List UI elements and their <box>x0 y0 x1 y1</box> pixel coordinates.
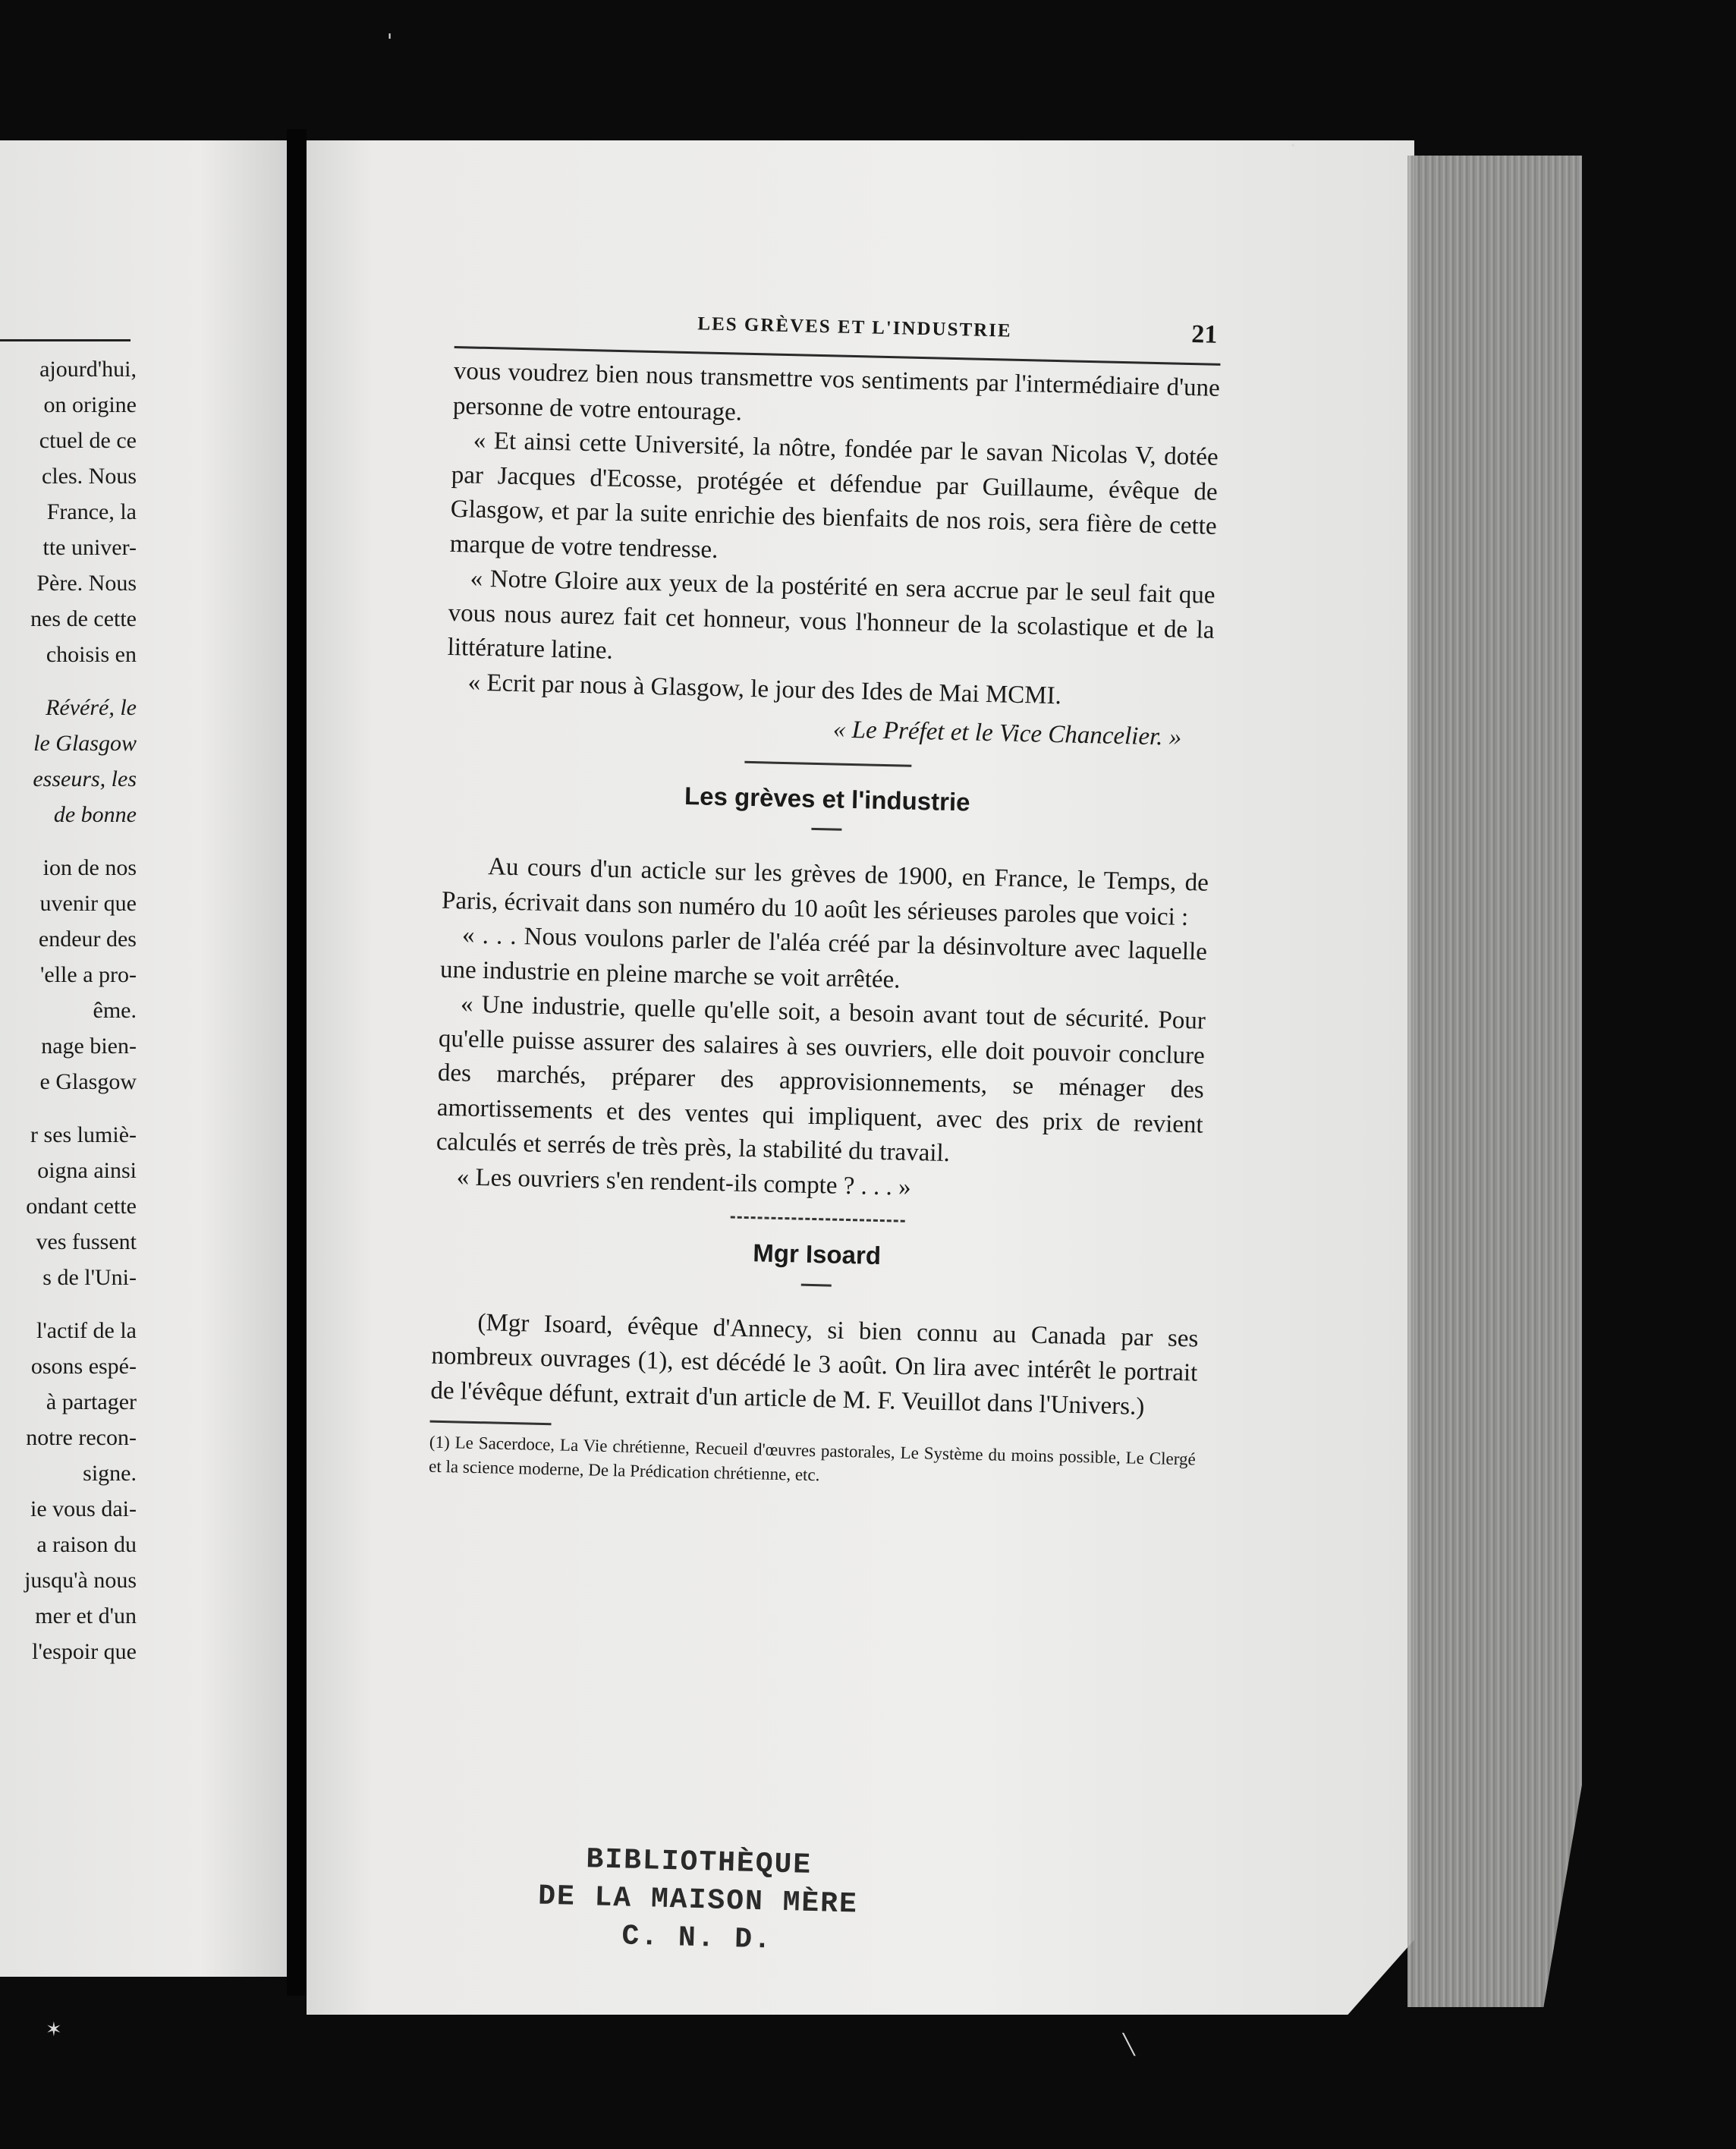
left-page-line: uvenir que <box>39 891 137 916</box>
left-page-gap <box>0 1297 137 1314</box>
left-page-line: Père. Nous <box>36 571 137 596</box>
left-page-line: signe. <box>83 1461 137 1486</box>
left-page-line: on origine <box>43 392 137 417</box>
left-page-line: ctuel de ce <box>39 428 137 453</box>
left-page-line: osons espé- <box>30 1354 137 1379</box>
running-head-title: LES GRÈVES ET L'INDUSTRIE <box>697 313 1012 341</box>
left-page-line: choisis en <box>46 642 137 667</box>
left-page-line: tte univer- <box>42 535 137 560</box>
left-page-line: l'espoir que <box>32 1639 137 1664</box>
left-page-line: notre recon- <box>26 1425 137 1450</box>
heading-dash <box>811 828 841 831</box>
paragraph: Au cours d'un acticle sur les grèves de 1900, en France, le Temps, de Paris, écrivait dans son numéro du 10 août les sérieuses paroles que voici : <box>441 853 1209 931</box>
signature: « Le Préfet et le Vice Chancelier. » <box>832 716 1182 751</box>
section-separator <box>744 760 911 766</box>
left-page-line: nes de cette <box>30 606 137 631</box>
dust-speck: ╲ <box>1123 2034 1135 2056</box>
left-page-line: ion de nos <box>42 855 137 880</box>
footnote: (1) Le Sacerdoce, La Vie chrétienne, Recueil d'œuvres pastorales, Le Système du moins possible, Le Clergé et la science moderne, De la Prédication chrétienne, etc. <box>428 1432 1196 1485</box>
left-page-line: e Glasgow <box>39 1069 137 1094</box>
left-page-line: 'elle a pro- <box>39 962 137 987</box>
dust-speck: . <box>1290 129 1297 152</box>
paragraph: « Notre Gloire aux yeux de la postérité en sera accrue par le seul fait que vous nous aurez fait cet honneur, vous l'honneur de la scolastique et de la littérature latine. <box>447 565 1216 665</box>
left-page-line: a raison du <box>36 1532 137 1557</box>
left-page-line: ajourd'hui, <box>39 357 137 382</box>
section-heading-isoard: Mgr Isoard <box>752 1238 882 1270</box>
left-page-line: endeur des <box>38 927 137 952</box>
left-page-gap <box>0 674 137 691</box>
left-page-line: esseurs, les <box>33 766 137 791</box>
left-page-line: oigna ainsi <box>37 1158 137 1183</box>
book-gutter <box>287 129 307 1996</box>
left-page-line: ême. <box>93 998 137 1023</box>
heading-dash <box>801 1283 832 1286</box>
left-page-line: ondant cette <box>26 1194 137 1219</box>
footnote-rule <box>430 1421 552 1426</box>
left-page-line: mer et d'un <box>35 1603 137 1628</box>
page-text-block <box>429 304 1222 1496</box>
left-page-gap <box>0 1101 137 1119</box>
body-text <box>430 354 1220 1426</box>
section-heading-greves: Les grèves et l'industrie <box>684 781 970 816</box>
page-fore-edge <box>1407 156 1582 2007</box>
stamp-line: DE LA MAISON MÈRE <box>537 1880 859 1921</box>
left-page <box>0 140 287 1977</box>
section-separator <box>731 1216 905 1222</box>
paragraph: (Mgr Isoard, évêque d'Annecy, si bien connu au Canada par ses nombreux ouvrages (1), est décédé le 3 août. On lira avec intérêt le portrait de l'évêque défunt, extrait d'un article de M. F. Veuillot dans l'Univers.) <box>430 1308 1199 1421</box>
left-page-line: ie vous dai- <box>30 1496 137 1521</box>
stamp-line: C. N. D. <box>621 1920 773 1957</box>
left-page-line: jusqu'à nous <box>24 1568 137 1593</box>
paragraph: « . . . Nous voulons parler de l'aléa créé par la désinvolture avec laquelle une industrie en pleine marche se voit arrêtée. <box>439 921 1208 994</box>
left-page-line: s de l'Uni- <box>42 1265 137 1290</box>
left-page-line: à partager <box>46 1389 137 1414</box>
dust-speck: ✶ <box>46 2018 62 2041</box>
left-page-line: de bonne <box>53 802 137 827</box>
page-number: 21 <box>1190 320 1218 349</box>
dust-speck: ' <box>387 30 393 53</box>
library-stamp <box>530 1839 866 1962</box>
paragraph: vous voudrez bien nous transmettre vos sentiments par l'intermédiaire d'une personne de votre entourage. <box>452 357 1221 426</box>
left-page-text <box>0 353 137 1671</box>
left-page-line: Révéré, le <box>46 695 137 720</box>
left-page-line: l'actif de la <box>36 1318 137 1343</box>
left-page-line: ves fussent <box>36 1229 137 1254</box>
paragraph: « Les ouvriers s'en rendent-ils compte ? . . . » <box>456 1163 912 1201</box>
left-page-line: France, la <box>46 499 137 524</box>
left-page-line: r ses lumiè- <box>30 1122 137 1147</box>
paragraph: « Une industrie, quelle qu'elle soit, a besoin avant tout de sécurité. Pour qu'elle puisse assurer des salaires à ses ouvriers, elle doit pouvoir conclure des marchés, préparer des approvisionnements, se ménager des amortissements et des ventes qui impliquent, avec des prix de revient calculés et serrés de très près, la stabilité du travail. <box>436 990 1206 1168</box>
left-page-gap <box>0 834 137 851</box>
left-page-line: le Glasgow <box>33 731 137 756</box>
stamp-line: BIBLIOTHÈQUE <box>585 1843 813 1882</box>
paragraph: « Ecrit par nous à Glasgow, le jour des Ides de Mai MCMI. <box>467 669 1062 710</box>
left-page-line: nage bien- <box>41 1034 137 1059</box>
left-page-rule <box>0 339 131 341</box>
paragraph: « Et ainsi cette Université, la nôtre, fondée par le savan Nicolas V, dotée par Jacques d'Ecosse, protégée et défendue par Guillaume, évêque de Glasgow, et par la suite enrichie des bienfaits de nos rois, sera fière de cette marque de votre tendresse. <box>449 426 1219 564</box>
left-page-line: cles. Nous <box>42 464 137 489</box>
